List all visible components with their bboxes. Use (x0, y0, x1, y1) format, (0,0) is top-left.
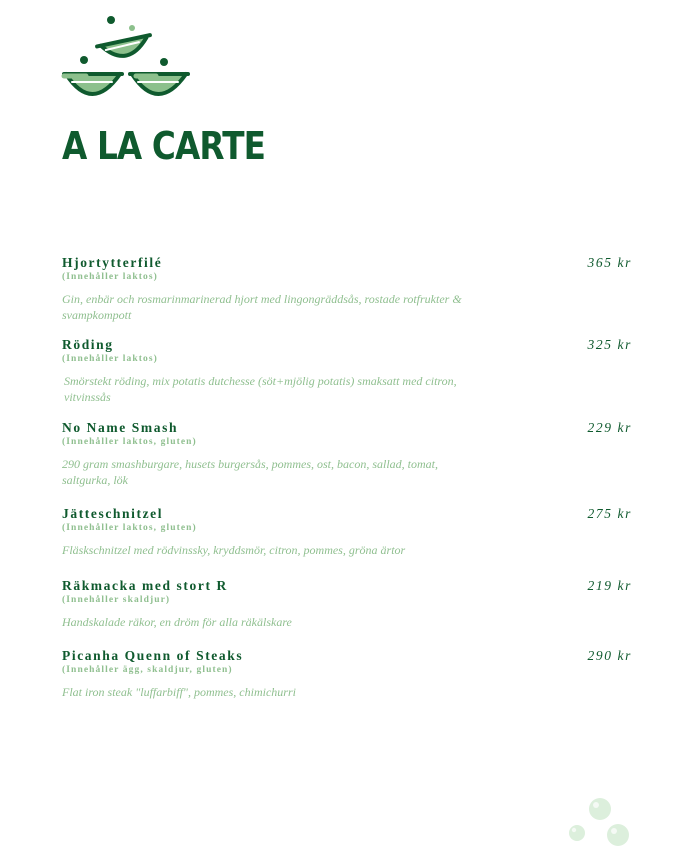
dish-description: 290 gram smashburgare, husets burgersås, pommes, ost, bacon, sallad, tomat, saltgurka, lök (62, 457, 439, 487)
dish-allergens: (Innehåller laktos, gluten) (62, 437, 197, 447)
dish-description: Flat iron steak "luffarbiff", pommes, chimichurri (62, 685, 296, 699)
menu-item (62, 648, 632, 701)
dish-allergens: (Innehåller laktos) (62, 272, 158, 282)
menu-item (62, 337, 632, 405)
dish-name: Räkmacka med stort R (62, 578, 228, 593)
dish-name: Picanha Quenn of Steaks (62, 648, 244, 663)
dish-allergens: (Innehåller skaldjur) (62, 595, 171, 605)
menu-item (62, 506, 632, 559)
dish-name: Röding (62, 337, 114, 352)
dish-name: Hjortytterfilé (62, 255, 163, 270)
dish-description: Fläskschnitzel med rödvinssky, kryddsmör, citron, pommes, gröna ärtor (62, 543, 406, 557)
dish-price: 219 kr (587, 578, 632, 593)
stacked-bowls-logo-icon (60, 12, 190, 104)
dish-price: 229 kr (587, 420, 632, 435)
dish-price: 290 kr (587, 648, 632, 663)
dish-name: Jätteschnitzel (62, 506, 164, 521)
dish-description: Gin, enbär och rosmarinmarinerad hjort med lingongräddsås, rostade rotfrukter & svampkompott (62, 292, 462, 322)
dish-price: 325 kr (587, 337, 632, 352)
bubbles-icon (566, 792, 632, 847)
dish-description: Handskalade räkor, en dröm för alla räkälskare (62, 615, 292, 629)
page-title: A LA CARTE (62, 124, 266, 168)
dish-name: No Name Smash (62, 420, 179, 435)
dish-allergens: (Innehåller ägg, skaldjur, gluten) (62, 665, 233, 675)
dish-allergens: (Innehåller laktos) (62, 354, 158, 364)
dish-allergens: (Innehåller laktos, gluten) (62, 523, 197, 533)
dish-price: 275 kr (587, 506, 632, 521)
dish-price: 365 kr (587, 255, 632, 270)
menu-item (62, 578, 632, 631)
menu-item (62, 420, 632, 488)
dish-description: Smörstekt röding, mix potatis dutchesse (söt+mjölig potatis) smaksatt med citron, vitvinssås (64, 374, 457, 404)
menu-item (62, 255, 632, 323)
